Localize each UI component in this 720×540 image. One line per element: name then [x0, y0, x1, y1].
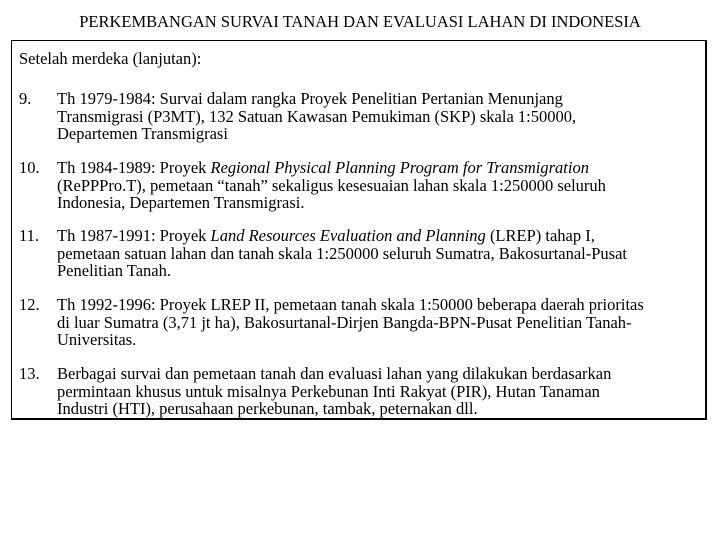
item-number: 9.	[19, 89, 32, 108]
content-box	[11, 40, 707, 420]
item-text	[57, 296, 695, 349]
item-text-plain: (LREP) tahap I,	[485, 226, 595, 245]
item-text	[57, 159, 695, 212]
project-name-italic: Land Resources Evaluation and Planning	[210, 226, 486, 245]
item-number: 11.	[19, 226, 40, 245]
item-line: Th 1979-1984: Survai dalam rangka Proyek Penelitian Pertanian Menunjang	[57, 89, 563, 108]
item-line: di luar Sumatra (3,71 jt ha), Bakosurtanal-Dirjen Bangda-BPN-Pusat Penelitian Tanah-	[57, 312, 632, 332]
item-line: Indonesia, Departemen Transmigrasi.	[57, 193, 305, 212]
item-text	[57, 365, 695, 418]
item-number: 12.	[19, 295, 40, 314]
item-line: Th 1992-1996: Proyek LREP II, pemetaan tanah skala 1:50000 beberapa daerah prioritas	[57, 295, 644, 314]
slide-title: PERKEMBANGAN SURVAI TANAH DAN EVALUASI LAHAN DI INDONESIA	[79, 12, 641, 31]
item-line: Berbagai survai dan pemetaan tanah dan evaluasi lahan yang dilakukan berdasarkan	[57, 364, 612, 383]
item-line: Industri (HTI), perusahaan perkebunan, tambak, peternakan dll.	[57, 399, 478, 418]
item-number: 13.	[19, 364, 40, 383]
item-line: (RePPPro.T), pemetaan “tanah” sekaligus kesesuaian lahan skala 1:250000 seluruh	[57, 175, 606, 195]
intro-text: Setelah merdeka (lanjutan):	[19, 49, 202, 68]
item-line	[57, 227, 695, 245]
item-line: Departemen Transmigrasi	[57, 124, 228, 143]
project-name-italic: Regional Physical Planning Program for Transmigration	[210, 158, 589, 177]
item-line: Universitas.	[57, 330, 137, 349]
item-line: permintaan khusus untuk misalnya Perkebunan Inti Rakyat (PIR), Hutan Tanaman	[57, 381, 600, 401]
item-line: Transmigrasi (P3MT), 132 Satuan Kawasan Pemukiman (SKP) skala 1:50000,	[57, 106, 577, 126]
item-text	[57, 227, 695, 280]
item-line: Penelitian Tanah.	[57, 261, 172, 280]
item-line: pemetaan satuan lahan dan tanah skala 1:250000 seluruh Sumatra, Bakosurtanal-Pusat	[57, 243, 628, 263]
item-number: 10.	[19, 158, 40, 177]
item-line	[57, 159, 695, 177]
item-text	[57, 90, 695, 143]
item-text-plain: Th 1987-1991: Proyek	[57, 226, 211, 245]
item-text-plain: Th 1984-1989: Proyek	[57, 158, 211, 177]
